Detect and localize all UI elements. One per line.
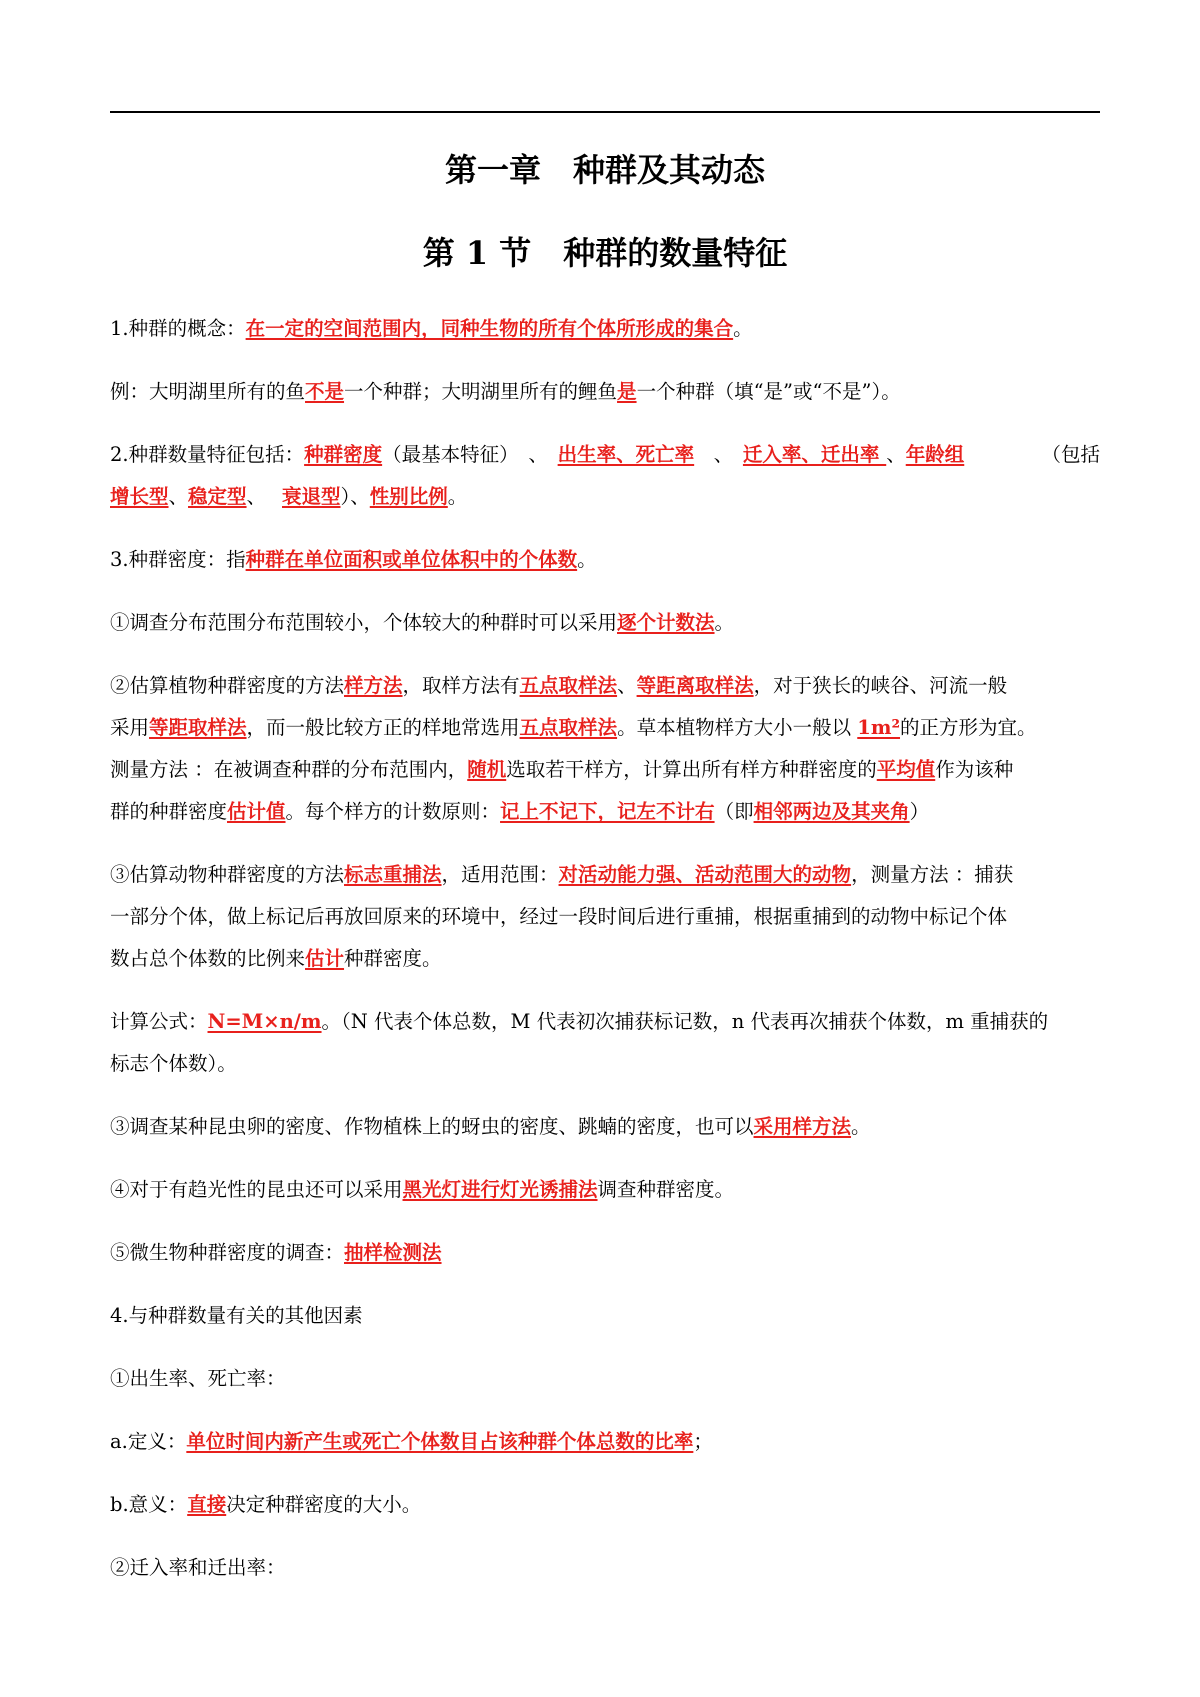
answer-highlight: 在一定的空间范围内，同种生物的所有个体所形成的集合 bbox=[245, 317, 734, 340]
text-run: 、 bbox=[694, 443, 743, 466]
paragraph-birth-death bbox=[110, 1358, 1100, 1400]
text-line bbox=[110, 434, 1100, 476]
paragraph-mark-recapture bbox=[110, 854, 1100, 980]
text-line bbox=[110, 602, 1100, 644]
text-run: 种群密度。 bbox=[344, 947, 442, 970]
paragraph-quadrat-method bbox=[110, 665, 1100, 833]
text-run: 。草本植物样方大小一般以 bbox=[617, 716, 858, 739]
text-run: 、 bbox=[246, 485, 282, 508]
paragraph-example bbox=[110, 371, 1100, 413]
text-run: ④对于有趋光性的昆虫还可以采用 bbox=[110, 1178, 403, 1201]
text-run: ，测量方法 ：捕获 bbox=[851, 863, 1014, 886]
answer-highlight: 是 bbox=[617, 380, 637, 403]
text-run: （即 bbox=[714, 800, 754, 823]
text-line bbox=[110, 476, 1100, 518]
text-run: 。每个样方的计数原则： bbox=[285, 800, 501, 823]
answer-highlight: 估计值 bbox=[227, 800, 286, 823]
text-run: 群的种群密度 bbox=[110, 800, 228, 823]
answer-highlight: 等距离取样法 bbox=[636, 674, 754, 697]
text-line: 标志个体数）。 bbox=[110, 1052, 237, 1075]
text-run: ，对于狭长的峡谷、河流一般 bbox=[753, 674, 1008, 697]
text-line bbox=[110, 539, 1100, 581]
answer-highlight: 性别比例 bbox=[369, 485, 448, 508]
text-line: ②迁入率和迁出率： bbox=[110, 1556, 286, 1579]
formula-highlight: N=M×n/m bbox=[207, 1010, 322, 1033]
chapter-title: 第一章 种群及其动态 bbox=[444, 151, 765, 189]
answer-highlight: 单位时间内新产生或死亡个体数目占该种群个体总数的比率 bbox=[186, 1430, 694, 1453]
answer-highlight: 抽样检测法 bbox=[344, 1241, 442, 1264]
text-run: 1.种群的概念： bbox=[110, 317, 246, 340]
text-run: 选取若干样方，计算出所有样方种群密度的 bbox=[506, 758, 877, 781]
text-run: 作为该种 bbox=[935, 758, 1014, 781]
text-run: 。（N 代表个体总数，M 代表初次捕获标记数，n 代表再次捕获个体数，m 重捕获的 bbox=[321, 1010, 1049, 1033]
paragraph-microbe-density bbox=[110, 1232, 1100, 1274]
answer-highlight: 衰退型 bbox=[282, 485, 341, 508]
text-run: 决定种群密度的大小。 bbox=[226, 1493, 422, 1516]
text-run: 例：大明湖里所有的鱼 bbox=[110, 380, 306, 403]
answer-highlight: 种群在单位面积或单位体积中的个体数 bbox=[245, 548, 578, 571]
text-run: 一个种群（填“是”或“不是”）。 bbox=[636, 380, 901, 403]
answer-highlight: 不是 bbox=[305, 380, 345, 403]
paragraph-count-method bbox=[110, 602, 1100, 644]
text-line bbox=[110, 1169, 1100, 1211]
text-run: 计算公式： bbox=[110, 1010, 208, 1033]
answer-highlight: 出生率、死亡率 bbox=[557, 443, 695, 466]
answer-highlight: 等距取样法 bbox=[149, 716, 247, 739]
text-line bbox=[110, 938, 1100, 980]
text-run: b.意义： bbox=[110, 1493, 188, 1516]
answer-highlight: 样方法 bbox=[344, 674, 403, 697]
paragraph-other-factors bbox=[110, 1295, 1100, 1337]
paragraph-significance bbox=[110, 1484, 1100, 1526]
text-run: ⑤微生物种群密度的调查： bbox=[110, 1241, 345, 1264]
paragraph-insect-eggs bbox=[110, 1106, 1100, 1148]
text-run: 。 bbox=[447, 485, 468, 508]
text-run: 、 bbox=[168, 485, 189, 508]
text-line bbox=[110, 749, 1100, 791]
text-run: 一个种群；大明湖里所有的鲤鱼 bbox=[344, 380, 618, 403]
text-run: ，适用范围： bbox=[441, 863, 559, 886]
paragraph-formula bbox=[110, 1001, 1100, 1085]
text-line bbox=[110, 1484, 1100, 1526]
paragraph-quantity-features bbox=[110, 434, 1100, 518]
answer-highlight: 迁入率、迁出率 bbox=[742, 443, 887, 466]
text-run: ②估算植物种群密度的方法 bbox=[110, 674, 345, 697]
text-line bbox=[110, 1421, 1100, 1463]
text-run: ，而一般比较方正的样地常选用 bbox=[246, 716, 520, 739]
text-run: ①调查分布范围分布范围较小，个体较大的种群时可以采用 bbox=[110, 611, 618, 634]
paragraph-phototaxis bbox=[110, 1169, 1100, 1211]
answer-highlight: 记上不记下，记左不计右 bbox=[500, 800, 715, 823]
text-run: 调查种群密度。 bbox=[597, 1178, 735, 1201]
text-run: ）、 bbox=[340, 485, 370, 508]
text-run: 。 bbox=[733, 317, 753, 340]
answer-highlight: 种群密度 bbox=[304, 443, 383, 466]
text-run: 。 bbox=[714, 611, 735, 634]
answer-highlight: 采用样方法 bbox=[753, 1115, 852, 1138]
answer-highlight: 随机 bbox=[467, 758, 507, 781]
text-line bbox=[110, 1106, 1100, 1148]
text-line bbox=[110, 665, 1100, 707]
text-run: ） bbox=[909, 800, 930, 823]
text-line bbox=[110, 371, 1100, 413]
answer-highlight: 直接 bbox=[187, 1493, 227, 1516]
answer-highlight: 年龄组 bbox=[905, 443, 965, 466]
answer-highlight: 平均值 bbox=[876, 758, 936, 781]
text-run: a.定义： bbox=[110, 1430, 187, 1453]
header-rule bbox=[110, 111, 1100, 113]
text-run: ③估算动物种群密度的方法 bbox=[110, 863, 345, 886]
text-line bbox=[110, 1001, 1100, 1043]
paragraph-definition bbox=[110, 1421, 1100, 1463]
text-line: ①出生率、死亡率： bbox=[110, 1367, 286, 1390]
text-line bbox=[110, 854, 1100, 896]
text-run: 、 bbox=[617, 674, 637, 697]
answer-highlight: 相邻两边及其夹角 bbox=[753, 800, 910, 823]
answer-highlight: 稳定型 bbox=[188, 485, 247, 508]
paragraph-density-definition bbox=[110, 539, 1100, 581]
paragraph-migration bbox=[110, 1547, 1100, 1589]
text-run: （包括 bbox=[1041, 443, 1100, 466]
answer-highlight: 标志重捕法 bbox=[344, 863, 442, 886]
answer-highlight: 1m² bbox=[857, 716, 901, 739]
text-run: ，取样方法有 bbox=[402, 674, 520, 697]
text-run: 的正方形为宜。 bbox=[900, 716, 1037, 739]
answer-highlight: 五点取样法 bbox=[519, 674, 618, 697]
text-run: 采用 bbox=[110, 716, 150, 739]
text-line bbox=[110, 308, 1100, 350]
answer-highlight: 逐个计数法 bbox=[617, 611, 715, 634]
text-line: 4.与种群数量有关的其他因素 bbox=[110, 1304, 363, 1327]
answer-highlight: 五点取样法 bbox=[519, 716, 618, 739]
document-body bbox=[110, 308, 1100, 1589]
text-run: ③调查某种昆虫卵的密度、作物植株上的蚜虫的密度、跳蝻的密度，也可以 bbox=[110, 1115, 754, 1138]
text-run: ； bbox=[693, 1430, 713, 1453]
text-run: 3.种群密度：指 bbox=[110, 548, 246, 571]
answer-highlight: 增长型 bbox=[110, 485, 169, 508]
text-line bbox=[110, 1232, 1100, 1274]
answer-highlight: 黑光灯进行灯光诱捕法 bbox=[402, 1178, 598, 1201]
section-title: 第 1 节 种群的数量特征 bbox=[422, 234, 788, 272]
text-run: 。 bbox=[577, 548, 597, 571]
text-run: 测量方法 ：在被调查种群的分布范围内， bbox=[110, 758, 468, 781]
text-line: 一部分个体，做上标记后再放回原来的环境中，经过一段时间后进行重捕，根据重捕到的动物中标记个体 bbox=[110, 905, 1008, 928]
text-run: 2.种群数量特征包括： bbox=[110, 443, 305, 466]
text-run: （最基本特征） 、 bbox=[382, 443, 558, 466]
text-run: 。 bbox=[851, 1115, 871, 1138]
text-run: 数占总个体数的比例来 bbox=[110, 947, 306, 970]
answer-highlight: 对活动能力强、活动范围大的动物 bbox=[558, 863, 852, 886]
text-line bbox=[110, 707, 1100, 749]
text-run: 、 bbox=[886, 443, 906, 466]
text-line bbox=[110, 791, 1100, 833]
paragraph-population-concept bbox=[110, 308, 1100, 350]
answer-highlight: 估计 bbox=[305, 947, 345, 970]
